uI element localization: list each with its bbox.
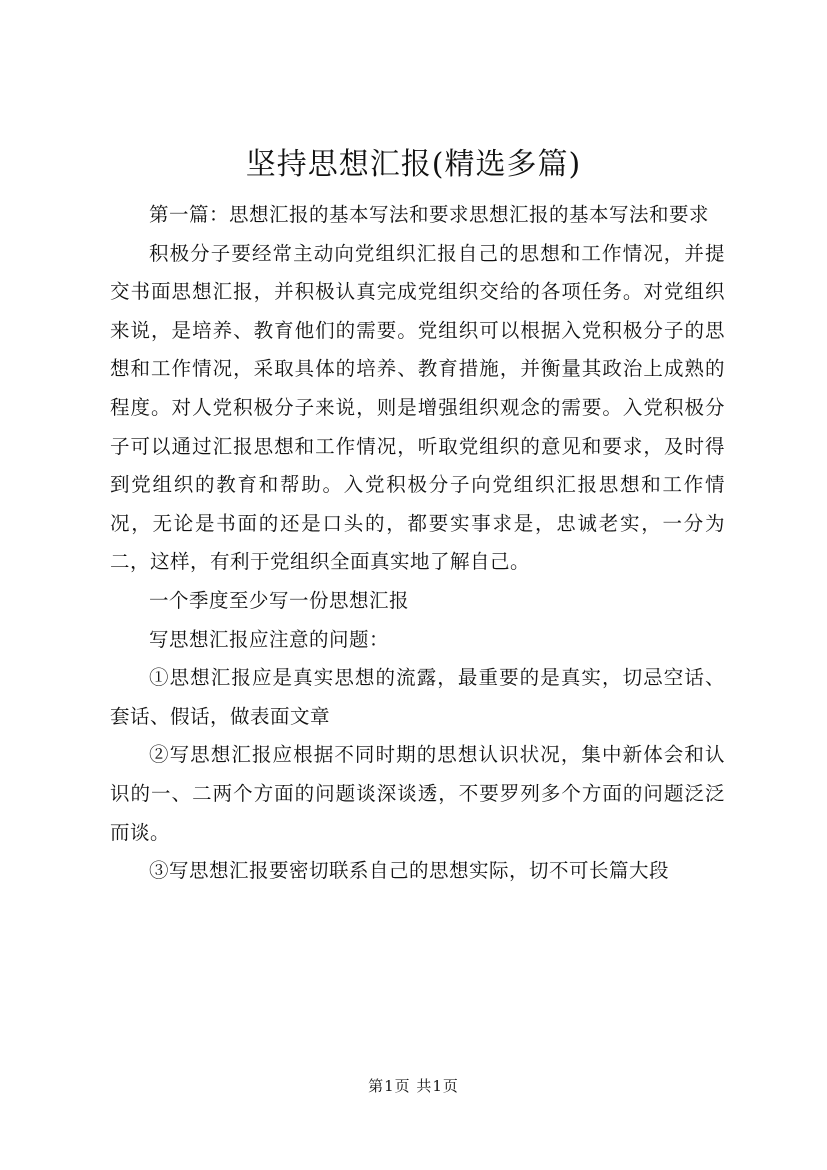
paragraph-notes-heading: 写思想汇报应注意的问题：	[149, 627, 390, 651]
paragraph-note-2: ②写思想汇报应根据不同时期的思想认识状况，集中新体会和认识的一、二两个方面的问题谈深谈透，不要罗列多个方面的问题泛泛而谈。	[110, 743, 725, 844]
paragraph-note-1: ①思想汇报应是真实思想的流露，最重要的是真实，切忌空话、套话、假话，做表面文章	[110, 666, 725, 728]
paragraph-frequency: 一个季度至少写一份思想汇报	[149, 588, 410, 612]
paragraph-intro: 积极分子要经常主动向党组织汇报自己的思想和工作情况，并提交书面思想汇报，并积极认真完成党组织交给的各项任务。对党组织来说，是培养、教育他们的需要。党组织可以根据入党积极分子的思想和工作情况，采取具体的培养、教育措施，并衡量其政治上成熟的程度。对人党积极分子来说，则是增强组织观念的需要。入党积极分子可以通过汇报思想和工作情况，听取党组织的意见和要求，及时得到党组织的教育和帮助。入党积极分子向党组织汇报思想和工作情况，无论是书面的还是口头的，都要实事求是，忠诚老实，一分为二，这样，有利于党组织全面真实地了解自己。	[110, 241, 725, 574]
document-body	[110, 196, 725, 891]
page-footer: 第1页 共1页	[368, 1077, 459, 1095]
paragraph-section-heading: 第一篇：思想汇报的基本写法和要求思想汇报的基本写法和要求	[149, 203, 710, 226]
document-title: 坚持思想汇报(精选多篇)	[245, 147, 582, 182]
paragraph-note-3: ③写思想汇报要密切联系自己的思想实际，切不可长篇大段	[149, 859, 670, 883]
